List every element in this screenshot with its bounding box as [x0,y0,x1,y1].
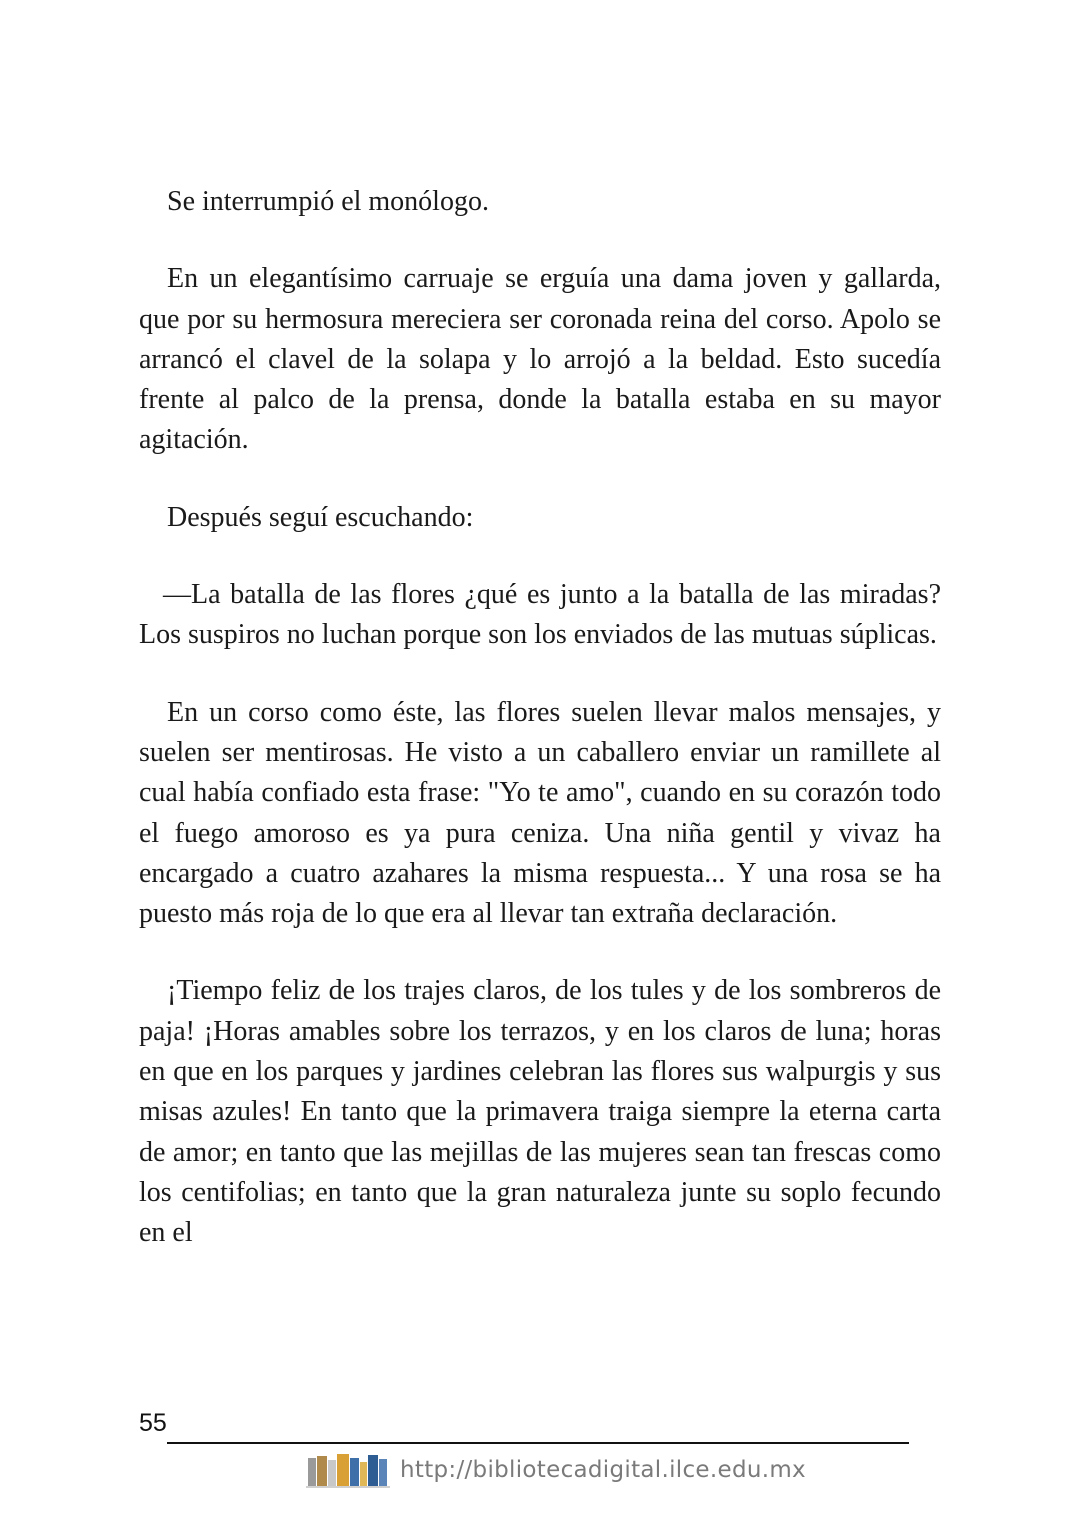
paragraph-4: —La batalla de las flores ¿qué es junto a la batalla de las miradas? Los suspiros no luchan porque son los enviados de las mutuas súplicas. [139,579,941,651]
footer-brand [306,1450,806,1490]
books-icon [306,1450,390,1490]
paragraph-1: Se interrumpió el monólogo. [167,186,489,217]
page-footer [139,1408,909,1438]
site-url: http://bibliotecadigital.ilce.edu.mx [400,1457,806,1483]
paragraph-3: Después seguí escuchando: [167,501,474,533]
footer-divider [167,1442,909,1444]
page-body [139,182,941,1291]
paragraph-6: ¡Tiempo feliz de los trajes claros, de los tules y de los sombreros de paja! ¡Horas amables sobre los terrazos, y en los claros de luna; horas en que en los parques y jardines celebran las flores sus walpurgis y sus misas azules! En tanto que la primavera traiga siempre la eterna carta de amor; en tanto que las mejillas de las mujeres sean tan frescas como los centifolias; en tanto que la gran naturaleza junte su soplo fecundo en el [139,975,941,1249]
paragraph-2: En un elegantísimo carruaje se erguía una dama joven y gallarda, que por su hermosura mereciera ser coronada reina del corso. Apolo se arrancó el clavel de la solapa y lo arrojó a la beldad. Esto sucedía frente al palco de la prensa, donde la batalla estaba en su mayor agitación. [139,263,941,456]
paragraph-5: En un corso como éste, las flores suelen llevar malos mensajes, y suelen ser mentirosas. He visto a un caballero enviar un ramillete al cual había confiado esta frase: "Yo te amo", cuando en su corazón todo el fuego amoroso es ya pura ceniza. Una niña gentil y vivaz ha encargado a cuatro azahares la misma respuesta... Y una rosa se ha puesto más roja de lo que era al llevar tan extraña declaración. [139,696,941,930]
page-number: 55 [139,1409,167,1437]
